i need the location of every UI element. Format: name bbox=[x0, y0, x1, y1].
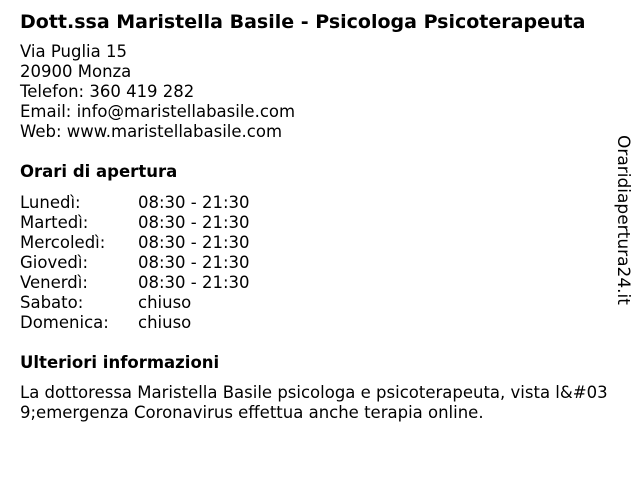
web-line: Web: www.maristellabasile.com bbox=[20, 122, 283, 141]
more-info-heading: Ulteriori informazioni bbox=[20, 353, 220, 372]
time-value: 08:30 - 21:30 bbox=[138, 193, 250, 212]
hours-row-monday bbox=[20, 193, 608, 213]
day-label: Lunedì: bbox=[20, 193, 81, 212]
postal-city: 20900 Monza bbox=[20, 62, 132, 81]
more-info-text: La dottoressa Maristella Basile psicologa e psicoterapeuta, vista l&#039;emergenza Coronavirus effettua anche terapia online. bbox=[20, 383, 608, 422]
phone-line: Telefon: 360 419 282 bbox=[20, 82, 195, 101]
time-value: chiuso bbox=[138, 293, 192, 312]
business-card bbox=[20, 8, 608, 423]
hours-row-sunday bbox=[20, 313, 608, 333]
time-value: 08:30 - 21:30 bbox=[138, 213, 250, 232]
day-label: Sabato: bbox=[20, 293, 84, 312]
address-block bbox=[20, 42, 608, 142]
hours-row-thursday bbox=[20, 253, 608, 273]
time-value: 08:30 - 21:30 bbox=[138, 253, 250, 272]
site-watermark: Oraridiapertura24.it bbox=[613, 135, 633, 305]
hours-row-tuesday bbox=[20, 213, 608, 233]
hours-row-saturday bbox=[20, 293, 608, 313]
hours-row-wednesday bbox=[20, 233, 608, 253]
opening-hours-heading: Orari di apertura bbox=[20, 162, 178, 181]
hours-row-friday bbox=[20, 273, 608, 293]
time-value: 08:30 - 21:30 bbox=[138, 233, 250, 252]
time-value: 08:30 - 21:30 bbox=[138, 273, 250, 292]
opening-hours-table bbox=[20, 193, 608, 333]
business-title: Dott.ssa Maristella Basile - Psicologa Psicoterapeuta bbox=[20, 11, 586, 33]
day-label: Giovedì: bbox=[20, 253, 88, 272]
email-line: Email: info@maristellabasile.com bbox=[20, 102, 296, 121]
street-address: Via Puglia 15 bbox=[20, 42, 127, 61]
time-value: chiuso bbox=[138, 313, 192, 332]
day-label: Venerdì: bbox=[20, 273, 88, 292]
day-label: Domenica: bbox=[20, 313, 109, 332]
day-label: Mercoledì: bbox=[20, 233, 106, 252]
day-label: Martedì: bbox=[20, 213, 89, 232]
